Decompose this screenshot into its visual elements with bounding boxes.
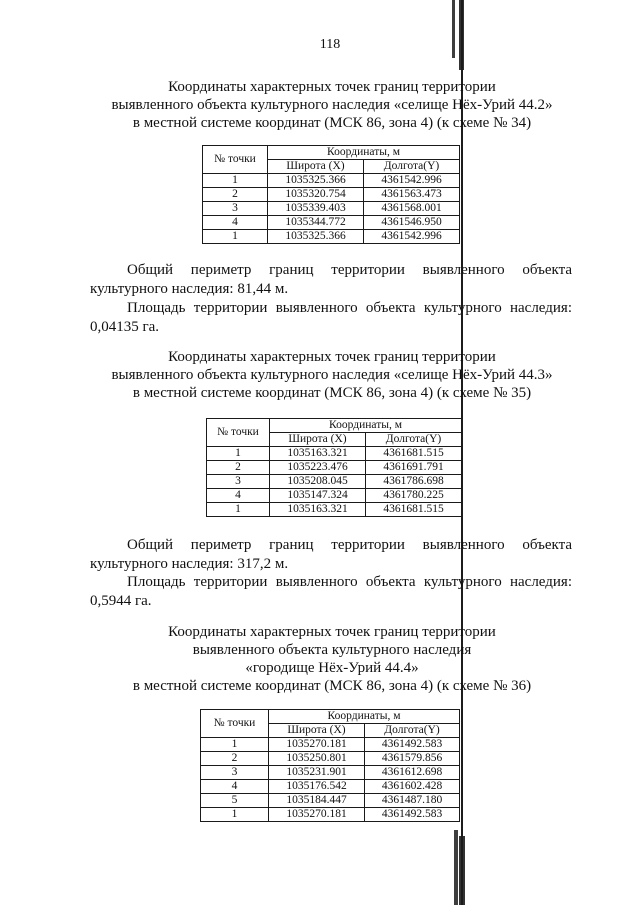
title-line: Координаты характерных точек границ территории bbox=[168, 79, 496, 95]
section-title bbox=[72, 348, 592, 402]
scan-fold-mark-top bbox=[452, 0, 455, 58]
paragraph-line: Площадь территории выявленного объекта культурного наследия: bbox=[127, 300, 572, 316]
latitude-x-cell: 1035344.772 bbox=[268, 216, 364, 230]
longitude-y-cell: 4361487.180 bbox=[365, 794, 460, 808]
point-number-cell: 2 bbox=[203, 188, 268, 202]
point-number-cell: 2 bbox=[201, 752, 269, 766]
section-paragraphs bbox=[90, 261, 572, 337]
latitude-x-cell: 1035147.324 bbox=[270, 489, 366, 503]
point-number-cell: 3 bbox=[207, 475, 270, 489]
longitude-y-cell: 4361542.996 bbox=[364, 230, 460, 244]
section-paragraphs bbox=[90, 536, 572, 610]
longitude-y-cell: 4361602.428 bbox=[365, 780, 460, 794]
table-row bbox=[201, 752, 460, 766]
scan-fold-mark-top bbox=[459, 0, 464, 70]
table-row bbox=[207, 475, 462, 489]
point-number-cell: 4 bbox=[203, 216, 268, 230]
latitude-x-cell: 1035163.321 bbox=[270, 503, 366, 517]
header-coordinates: Координаты, м bbox=[269, 710, 460, 724]
section-title bbox=[72, 623, 592, 695]
latitude-x-cell: 1035325.366 bbox=[268, 174, 364, 188]
point-number-cell: 1 bbox=[203, 230, 268, 244]
title-line: в местной системе координат (МСК 86, зона 4) (к схеме № 36) bbox=[132, 678, 532, 694]
longitude-y-cell: 4361568.001 bbox=[364, 202, 460, 216]
scan-fold-mark-bottom bbox=[454, 830, 458, 905]
longitude-y-cell: 4361786.698 bbox=[366, 475, 462, 489]
latitude-x-cell: 1035208.045 bbox=[270, 475, 366, 489]
header-point-number: № точки bbox=[203, 146, 268, 174]
longitude-y-cell: 4361681.515 bbox=[366, 503, 462, 517]
longitude-y-cell: 4361612.698 bbox=[365, 766, 460, 780]
table-row bbox=[203, 230, 460, 244]
paragraph-line: культурного наследия: 317,2 м. bbox=[90, 555, 289, 572]
latitude-x-cell: 1035270.181 bbox=[269, 738, 365, 752]
header-longitude-y: Долгота(Y) bbox=[364, 160, 460, 174]
point-number-cell: 4 bbox=[201, 780, 269, 794]
header-point-number: № точки bbox=[207, 419, 270, 447]
table-header-row bbox=[203, 146, 460, 160]
perimeter-paragraph bbox=[90, 536, 572, 573]
header-longitude-y: Долгота(Y) bbox=[366, 433, 462, 447]
longitude-y-cell: 4361492.583 bbox=[365, 808, 460, 822]
page-number: 118 bbox=[319, 37, 341, 52]
table-row bbox=[201, 766, 460, 780]
header-latitude-x: Широта (X) bbox=[268, 160, 364, 174]
longitude-y-cell: 4361546.950 bbox=[364, 216, 460, 230]
latitude-x-cell: 1035176.542 bbox=[269, 780, 365, 794]
point-number-cell: 1 bbox=[203, 174, 268, 188]
point-number-cell: 1 bbox=[207, 503, 270, 517]
table-row bbox=[207, 489, 462, 503]
header-latitude-x: Широта (X) bbox=[270, 433, 366, 447]
coordinates-table bbox=[206, 418, 462, 517]
point-number-cell: 5 bbox=[201, 794, 269, 808]
longitude-y-cell: 4361681.515 bbox=[366, 447, 462, 461]
paragraph-line: Общий периметр границ территории выявленного объекта bbox=[127, 537, 572, 553]
paragraph-line: 0,5944 га. bbox=[90, 592, 152, 609]
latitude-x-cell: 1035325.366 bbox=[268, 230, 364, 244]
longitude-y-cell: 4361492.583 bbox=[365, 738, 460, 752]
table-row bbox=[207, 461, 462, 475]
latitude-x-cell: 1035184.447 bbox=[269, 794, 365, 808]
table-row bbox=[207, 503, 462, 517]
longitude-y-cell: 4361542.996 bbox=[364, 174, 460, 188]
title-line: выявленного объекта культурного наследия bbox=[192, 642, 472, 658]
paragraph-line: 0,04135 га. bbox=[90, 319, 160, 335]
longitude-y-cell: 4361691.791 bbox=[366, 461, 462, 475]
latitude-x-cell: 1035231.901 bbox=[269, 766, 365, 780]
table-row bbox=[201, 780, 460, 794]
paragraph-line: Общий периметр границ территории выявленного объекта bbox=[127, 262, 572, 278]
latitude-x-cell: 1035163.321 bbox=[270, 447, 366, 461]
coordinates-table bbox=[202, 145, 460, 244]
point-number-cell: 4 bbox=[207, 489, 270, 503]
latitude-x-cell: 1035270.181 bbox=[269, 808, 365, 822]
point-number-cell: 3 bbox=[201, 766, 269, 780]
title-line: выявленного объекта культурного наследия «селище Нёх-Урий 44.3» bbox=[111, 367, 553, 383]
table-row bbox=[203, 216, 460, 230]
latitude-x-cell: 1035339.403 bbox=[268, 202, 364, 216]
perimeter-paragraph bbox=[90, 261, 572, 299]
table-header-row bbox=[201, 710, 460, 724]
table-row bbox=[201, 794, 460, 808]
header-coordinates: Координаты, м bbox=[268, 146, 460, 160]
point-number-cell: 2 bbox=[207, 461, 270, 475]
header-latitude-x: Широта (X) bbox=[269, 724, 365, 738]
title-line: Координаты характерных точек границ территории bbox=[168, 349, 496, 365]
title-line: в местной системе координат (МСК 86, зона 4) (к схеме № 34) bbox=[132, 115, 532, 131]
area-paragraph bbox=[90, 299, 572, 337]
latitude-x-cell: 1035250.801 bbox=[269, 752, 365, 766]
title-line: в местной системе координат (МСК 86, зона 4) (к схеме № 35) bbox=[132, 385, 532, 401]
point-number-cell: 1 bbox=[201, 808, 269, 822]
title-line: «городище Нёх-Урий 44.4» bbox=[245, 660, 419, 676]
scan-fold-mark-bottom bbox=[459, 836, 465, 905]
header-point-number: № точки bbox=[201, 710, 269, 738]
title-line: выявленного объекта культурного наследия «селище Нёх-Урий 44.2» bbox=[111, 97, 553, 113]
section-title bbox=[72, 78, 592, 132]
table-row bbox=[203, 174, 460, 188]
paragraph-line: Площадь территории выявленного объекта культурного наследия: bbox=[127, 574, 572, 590]
latitude-x-cell: 1035223.476 bbox=[270, 461, 366, 475]
latitude-x-cell: 1035320.754 bbox=[268, 188, 364, 202]
table-row bbox=[201, 738, 460, 752]
longitude-y-cell: 4361579.856 bbox=[365, 752, 460, 766]
header-longitude-y: Долгота(Y) bbox=[365, 724, 460, 738]
point-number-cell: 1 bbox=[207, 447, 270, 461]
point-number-cell: 1 bbox=[201, 738, 269, 752]
header-coordinates: Координаты, м bbox=[270, 419, 462, 433]
table-row bbox=[203, 202, 460, 216]
longitude-y-cell: 4361563.473 bbox=[364, 188, 460, 202]
table-header-row bbox=[207, 419, 462, 433]
title-line: Координаты характерных точек границ территории bbox=[168, 624, 496, 640]
longitude-y-cell: 4361780.225 bbox=[366, 489, 462, 503]
table-row bbox=[201, 808, 460, 822]
table-row bbox=[207, 447, 462, 461]
table-row bbox=[203, 188, 460, 202]
area-paragraph bbox=[90, 573, 572, 610]
coordinates-table bbox=[200, 709, 460, 822]
paragraph-line: культурного наследия: 81,44 м. bbox=[90, 281, 289, 297]
point-number-cell: 3 bbox=[203, 202, 268, 216]
